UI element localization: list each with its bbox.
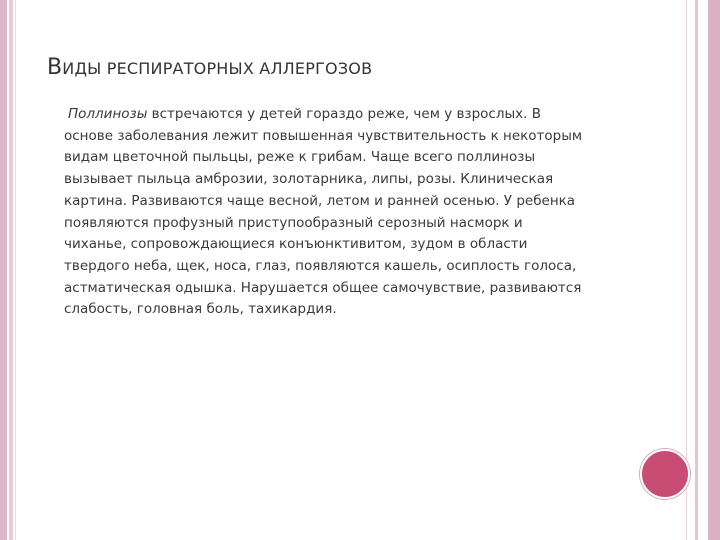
left-border-bar <box>0 0 7 540</box>
right-border-line <box>686 0 687 540</box>
slide-title-initial: В <box>47 55 63 80</box>
body-line: картина. Развиваются чаще весной, летом и ранней осенью. У ребенка <box>64 192 576 209</box>
left-border-line <box>15 0 16 540</box>
body-line: твердого неба, щек, носа, глаз, появляются кашель, осиплость голоса, <box>64 257 577 274</box>
body-line: слабость, головная боль, тахикардия. <box>64 301 337 318</box>
right-border-band <box>695 0 698 540</box>
right-border-bar <box>708 0 720 540</box>
slide-body-text <box>64 104 629 321</box>
left-border-inner-bar <box>9 0 13 540</box>
body-line: чиханье, сопровождающиеся конъюнктивитом, зудом в области <box>64 236 528 253</box>
body-line: вызывает пыльца амброзии, золотарника, липы, розы. Клиническая <box>64 171 554 188</box>
body-line: видам цветочной пыльцы, реже к грибам. Чаще всего поллинозы <box>64 149 536 166</box>
slide-title-rest: ИДЫ РЕСПИРАТОРНЫХ АЛЛЕРГОЗОВ <box>62 59 373 78</box>
body-line: появляются профузный приступообразный серозный насморк и <box>64 214 523 231</box>
body-line: основе заболевания лежит повышенная чувствительность к некоторым <box>64 127 583 144</box>
body-first-line <box>64 104 629 126</box>
slide-title <box>47 55 372 80</box>
first-line-rest: встречаются у детей гораздо реже, чем у взрослых. В <box>147 106 541 122</box>
body-line: астматическая одышка. Нарушается общее самочувствие, развиваются <box>64 279 582 296</box>
lead-term: Поллинозы <box>68 106 148 122</box>
decorative-circle <box>640 449 690 499</box>
